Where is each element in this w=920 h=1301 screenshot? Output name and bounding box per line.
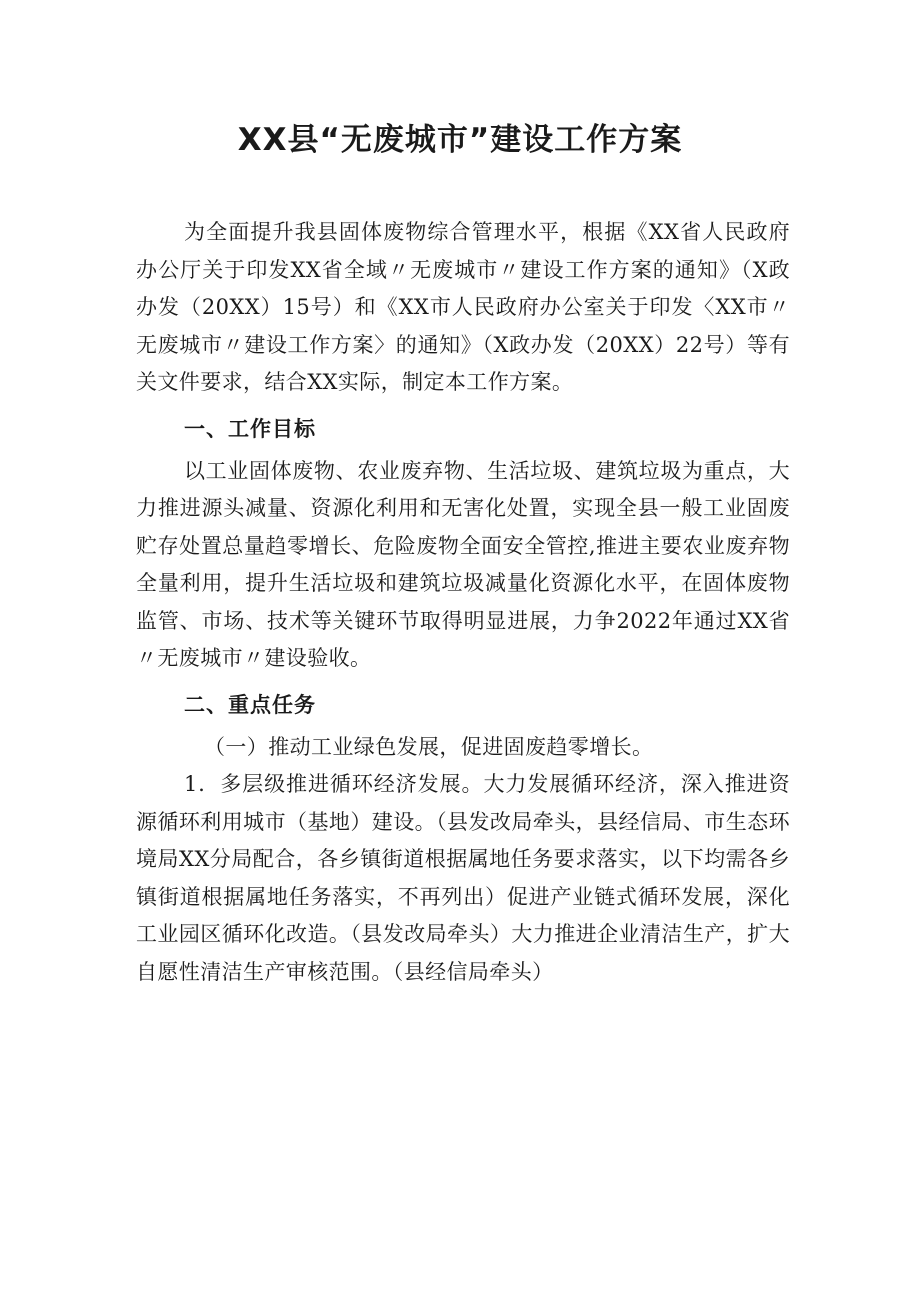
- work-goals-paragraph: 以工业固体废物、农业废弃物、生活垃圾、建筑垃圾为重点，大力推进源头减量、资源化利用和无害化处置，实现全县一般工业固废贮存处置总量趋零增长、危险废物全面安全管控,推进主要农业废弃物全量利用，提升生活垃圾和建筑垃圾减量化资源化水平，在固体废物监管、市场、技术等关键环节取得明显进展，力争2022年通过XX省〃无废城市〃建设验收。: [136, 458, 790, 670]
- subsection-heading: （一）推动工业绿色发展，促进固废趋零增长。: [204, 734, 654, 759]
- task-item-1-paragraph: 1．多层级推进循环经济发展。大力发展循环经济，深入推进资源循环利用城市（基地）建设。（县发改局牵头，县经信局、市生态环境局XX分局配合，各乡镇街道根据属地任务要求落实，以下均需各乡镇街道根据属地任务落实，不再列出）促进产业链式循环发展，深化工业园区循环化改造。（县发改局牵头）大力推进企业清洁生产，扩大自愿性清洁生产审核范围。（县经信局牵头）: [136, 772, 790, 984]
- section-heading-key-tasks: 二、重点任务: [184, 692, 316, 717]
- intro-paragraph: 为全面提升我县固体废物综合管理水平，根据《XX省人民政府办公厅关于印发XX省全域〃无废城市〃建设工作方案的通知》（X政办发（20XX）15号）和《XX市人民政府办公室关于印发〈XX市〃无废城市〃建设工作方案〉的通知》（X政办发（20XX）22号）等有关文件要求，结合XX实际，制定本工作方案。: [136, 220, 790, 394]
- section-heading-work-goals: 一、工作目标: [184, 416, 316, 441]
- document-title: XX县“无废城市”建设工作方案: [237, 122, 683, 158]
- document-body: [136, 214, 790, 991]
